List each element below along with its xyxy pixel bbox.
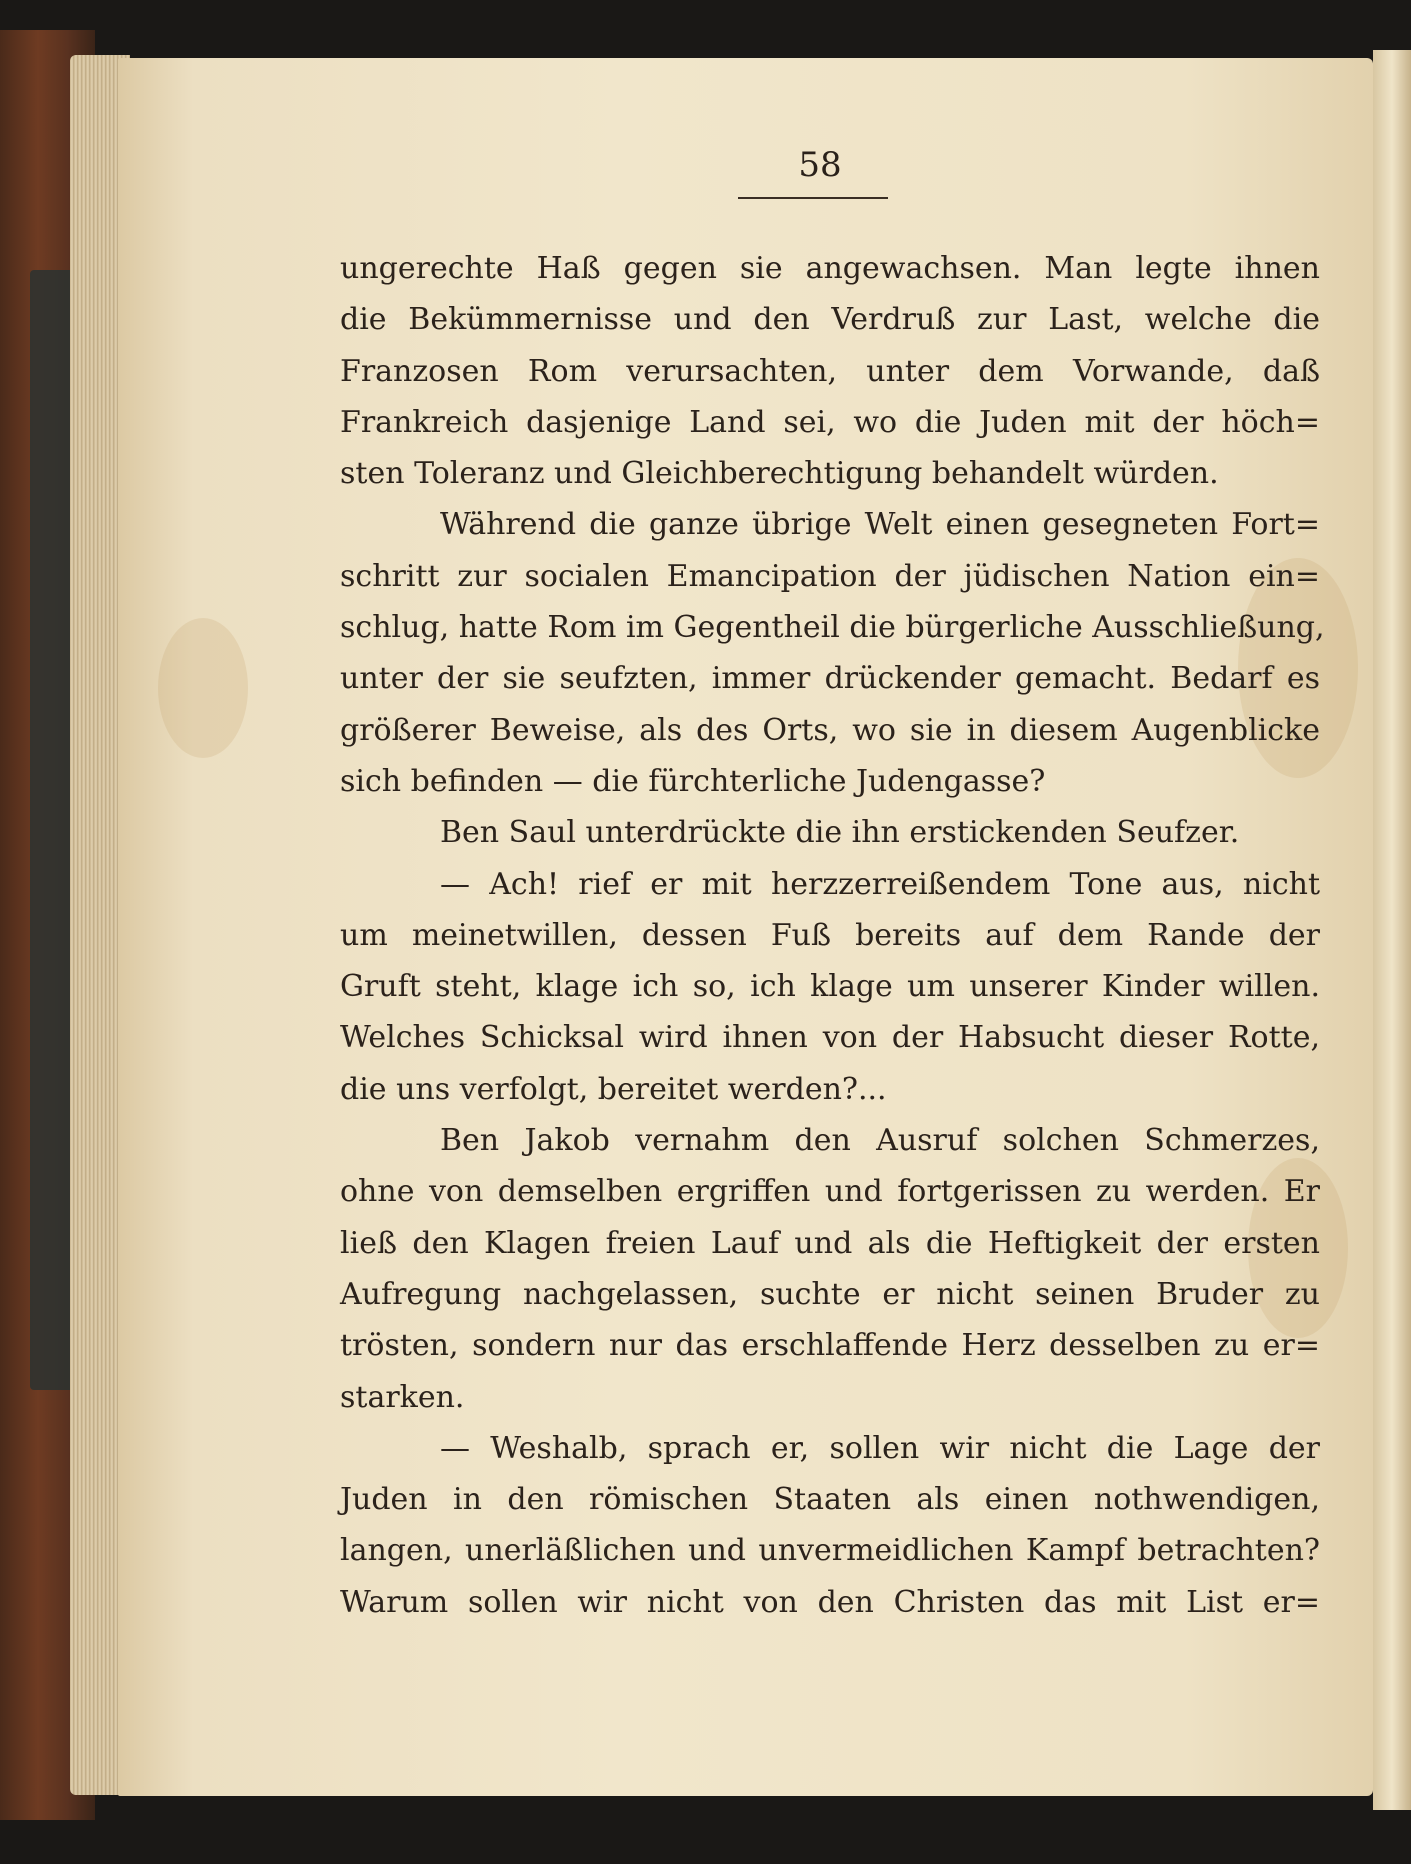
paper-stain: [158, 618, 248, 758]
text-line: schritt zur socialen Emancipation der jüdischen Nation ein=: [340, 558, 1320, 594]
text-line: Gruft steht, klage ich so, ich klage um unserer Kinder willen.: [340, 969, 1320, 1005]
text-line: schlug, hatte Rom im Gegentheil die bürgerliche Ausschließung,: [340, 610, 1325, 646]
text-line: Ben Saul unterdrückte die ihn erstickenden Seufzer.: [440, 815, 1240, 851]
text-line: langen, unerläßlichen und unvermeidlichen Kampf betrachten?: [340, 1533, 1320, 1569]
text-line: ungerechte Haß gegen sie angewachsen. Man legte ihnen: [340, 251, 1320, 286]
text-line: die Bekümmernisse und den Verdruß zur Last, welche die: [340, 302, 1320, 338]
text-line: ohne von demselben ergriffen und fortgerissen zu werden. Er: [340, 1174, 1320, 1210]
page-number-rule: [738, 197, 888, 199]
text-line: Während die ganze übrige Welt einen gesegneten Fort=: [440, 507, 1320, 543]
text-line: Welches Schicksal wird ihnen von der Habsucht dieser Rotte,: [340, 1020, 1320, 1056]
text-line: um meinetwillen, dessen Fuß bereits auf dem Rande der: [340, 917, 1320, 953]
page-text: [340, 243, 1325, 1628]
next-page-edge: [1373, 50, 1411, 1810]
page-number: 58: [798, 145, 842, 185]
text-line: Juden in den römischen Staaten als einen nothwendigen,: [340, 1482, 1320, 1518]
text-line: Franzosen Rom verursachten, unter dem Vorwande, daß: [340, 353, 1320, 389]
text-line: Ben Jakob vernahm den Ausruf solchen Schmerzes,: [440, 1123, 1320, 1159]
text-line: — Weshalb, sprach er, sollen wir nicht die Lage der: [440, 1430, 1320, 1466]
text-line: Aufregung nachgelassen, suchte er nicht seinen Bruder zu: [340, 1276, 1320, 1312]
text-line: — Ach! rief er mit herzzerreißendem Tone aus, nicht: [440, 866, 1320, 902]
text-line: Warum sollen wir nicht von den Christen das mit List er=: [340, 1584, 1320, 1620]
text-line: die uns verfolgt, bereitet werden?...: [340, 1071, 887, 1107]
text-line: trösten, sondern nur das erschlaffende Herz desselben zu er=: [340, 1328, 1320, 1364]
text-line: ließ den Klagen freien Lauf und als die Heftigkeit der ersten: [340, 1225, 1320, 1261]
text-line: unter der sie seufzten, immer drückender gemacht. Bedarf es: [340, 661, 1320, 697]
text-line: größerer Beweise, als des Orts, wo sie in diesem Augenblicke: [340, 712, 1320, 748]
text-line: sich befinden — die fürchterliche Judengasse?: [340, 763, 1046, 799]
text-line: starken.: [340, 1379, 465, 1415]
text-line: sten Toleranz und Gleichberechtigung behandelt würden.: [340, 456, 1219, 492]
text-line: Frankreich dasjenige Land sei, wo die Juden mit der höch=: [340, 404, 1320, 440]
